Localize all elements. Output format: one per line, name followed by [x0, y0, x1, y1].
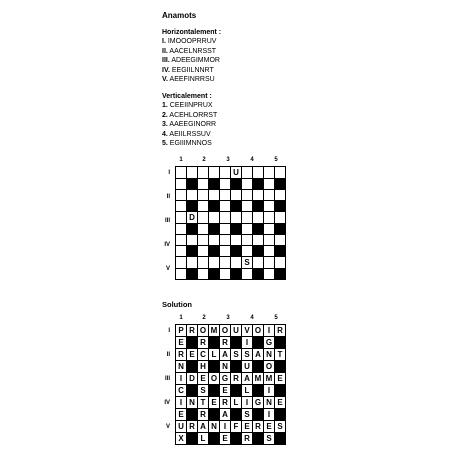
solution-cell: R — [187, 325, 198, 337]
column-number: 5 — [274, 315, 278, 321]
black-square — [231, 433, 242, 445]
solution-cell: R — [198, 409, 209, 421]
puzzle-cell[interactable] — [264, 212, 275, 224]
horizontal-clue: III. ADEEGIMMOR — [162, 57, 220, 65]
horizontal-clue: IV. EEGIILNNRT — [162, 66, 214, 74]
solution-cell: A — [242, 373, 253, 385]
puzzle-cell[interactable] — [176, 246, 187, 257]
solution-cell: I — [264, 409, 275, 421]
vertical-clue: 1. CEEIINPRUX — [162, 102, 213, 110]
solution-cell: E — [198, 373, 209, 385]
black-square — [187, 385, 198, 397]
black-square — [231, 179, 242, 190]
puzzle-cell[interactable] — [209, 235, 220, 246]
puzzle-cell[interactable] — [220, 246, 231, 257]
solution-cell: N — [176, 361, 187, 373]
column-number: 3 — [226, 315, 230, 321]
solution-cell: E — [187, 349, 198, 361]
puzzle-cell[interactable] — [209, 167, 220, 179]
solution-cell: L — [231, 397, 242, 409]
puzzle-cell[interactable] — [198, 257, 209, 269]
black-square — [231, 409, 242, 421]
puzzle-cell[interactable] — [242, 246, 253, 257]
puzzle-cell[interactable]: U — [231, 167, 242, 179]
row-number: I — [168, 170, 170, 176]
solution-cell: N — [264, 349, 275, 361]
solution-cell: X — [176, 433, 187, 445]
puzzle-cell[interactable]: D — [187, 212, 198, 224]
puzzle-cell[interactable] — [220, 212, 231, 224]
black-square — [187, 224, 198, 235]
horizontal-heading: Horizontalement : — [162, 29, 222, 36]
vertical-clues — [162, 92, 217, 148]
puzzle-cell-row — [176, 167, 286, 179]
puzzle-cell[interactable] — [264, 224, 275, 235]
puzzle-cell[interactable] — [198, 190, 209, 201]
puzzle-title: Anamots — [162, 11, 197, 20]
solution-cell: N — [209, 421, 220, 433]
black-square — [253, 385, 264, 397]
black-square — [231, 269, 242, 280]
solution-cell: L — [209, 349, 220, 361]
puzzle-cell-row — [176, 179, 286, 190]
black-square — [253, 361, 264, 373]
black-square — [187, 269, 198, 280]
solution-cell: S — [275, 421, 286, 433]
vertical-clue: 2. ACEHLORRST — [162, 111, 218, 119]
solution-cell: O — [253, 325, 264, 337]
solution-cell: E — [220, 433, 231, 445]
column-number: 5 — [274, 157, 278, 163]
solution-cell: U — [242, 361, 253, 373]
puzzle-cell[interactable] — [264, 190, 275, 201]
puzzle-cell[interactable] — [176, 167, 187, 179]
solution-cell-row — [176, 349, 286, 361]
solution-cell: C — [176, 385, 187, 397]
puzzle-cell[interactable] — [253, 235, 264, 246]
solution-cell: U — [176, 421, 187, 433]
solution-cell: E — [242, 421, 253, 433]
row-number: IV — [164, 242, 170, 248]
solution-cell: G — [253, 397, 264, 409]
solution-cell: I — [176, 397, 187, 409]
puzzle-cell[interactable] — [264, 179, 275, 190]
solution-cell: O — [198, 325, 209, 337]
puzzle-cell-row — [176, 257, 286, 269]
puzzle-cell[interactable] — [220, 167, 231, 179]
solution-cell: E — [176, 337, 187, 349]
puzzle-cell[interactable] — [264, 257, 275, 269]
row-number: III — [164, 376, 170, 382]
solution-cell: R — [187, 421, 198, 433]
solution-cell: A — [253, 349, 264, 361]
solution-cell: S — [198, 385, 209, 397]
solution-cell-row — [176, 421, 286, 433]
solution-cell: R — [275, 325, 286, 337]
puzzle-cell[interactable] — [275, 235, 286, 246]
black-square — [209, 201, 220, 212]
puzzle-cell[interactable] — [187, 257, 198, 269]
black-square — [231, 385, 242, 397]
solution-cell: S — [242, 349, 253, 361]
black-square — [253, 337, 264, 349]
solution-cell: E — [176, 409, 187, 421]
black-square — [253, 246, 264, 257]
black-square — [209, 337, 220, 349]
solution-cell: O — [220, 325, 231, 337]
black-square — [275, 361, 286, 373]
black-square — [275, 269, 286, 280]
row-number: IV — [164, 400, 170, 406]
puzzle-cell[interactable] — [187, 190, 198, 201]
puzzle-cell[interactable] — [220, 190, 231, 201]
solution-cell: A — [220, 409, 231, 421]
solution-cell-row — [176, 325, 286, 337]
puzzle-cell-row — [176, 235, 286, 246]
solution-cell: S — [264, 433, 275, 445]
solution-cell: E — [264, 421, 275, 433]
solution-cell: A — [198, 421, 209, 433]
solution-cell-row — [176, 397, 286, 409]
solution-cell: O — [209, 373, 220, 385]
vertical-clue: 4. AEIILRSSUV — [162, 130, 211, 138]
puzzle-cell[interactable] — [242, 190, 253, 201]
black-square — [253, 179, 264, 190]
puzzle-cell[interactable] — [198, 212, 209, 224]
black-square — [253, 269, 264, 280]
puzzle-cell-row — [176, 224, 286, 235]
solution-grid — [175, 324, 286, 445]
puzzle-cell[interactable] — [176, 235, 187, 246]
puzzle-cell[interactable] — [264, 269, 275, 280]
black-square — [187, 201, 198, 212]
puzzle-cell[interactable] — [220, 235, 231, 246]
puzzle-cell[interactable] — [198, 167, 209, 179]
puzzle-cell[interactable] — [176, 224, 187, 235]
vertical-heading: Verticalement : — [162, 93, 212, 100]
puzzle-cell[interactable] — [198, 179, 209, 190]
puzzle-cell-row — [176, 212, 286, 224]
puzzle-cell[interactable] — [220, 257, 231, 269]
solution-cell: M — [264, 373, 275, 385]
puzzle-cell[interactable] — [231, 257, 242, 269]
horizontal-clue: II. AACELNRSST — [162, 47, 217, 55]
puzzle-cell[interactable] — [264, 201, 275, 212]
puzzle-cell[interactable] — [275, 212, 286, 224]
puzzle-cell[interactable] — [176, 190, 187, 201]
puzzle-cell-row — [176, 201, 286, 212]
column-number: 2 — [202, 157, 206, 163]
black-square — [275, 385, 286, 397]
puzzle-cell[interactable] — [198, 224, 209, 235]
puzzle-cell[interactable] — [176, 201, 187, 212]
puzzle-cell[interactable] — [209, 212, 220, 224]
solution-cell: D — [187, 373, 198, 385]
solution-cell: U — [231, 325, 242, 337]
puzzle-cell[interactable] — [198, 269, 209, 280]
puzzle-cell[interactable] — [198, 235, 209, 246]
black-square — [231, 361, 242, 373]
puzzle-cell-row — [176, 269, 286, 280]
puzzle-cell[interactable] — [253, 190, 264, 201]
puzzle-cell[interactable] — [242, 167, 253, 179]
row-number: III — [164, 218, 170, 224]
solution-cell: C — [198, 349, 209, 361]
solution-cell: M — [253, 373, 264, 385]
black-square — [187, 179, 198, 190]
solution-cell: P — [176, 325, 187, 337]
black-square — [275, 246, 286, 257]
solution-cell: T — [275, 349, 286, 361]
black-square — [275, 337, 286, 349]
black-square — [209, 224, 220, 235]
black-square — [209, 361, 220, 373]
black-square — [187, 337, 198, 349]
solution-cell: H — [198, 361, 209, 373]
solution-cell: R — [231, 373, 242, 385]
solution-cell: F — [231, 421, 242, 433]
black-square — [187, 409, 198, 421]
solution-title: Solution — [162, 300, 192, 309]
puzzle-cell[interactable] — [187, 235, 198, 246]
black-square — [187, 361, 198, 373]
vertical-clue: 3. AAEEGINORR — [162, 121, 217, 129]
puzzle-cell[interactable] — [176, 179, 187, 190]
solution-cell: I — [242, 397, 253, 409]
black-square — [275, 201, 286, 212]
puzzle-cell[interactable] — [220, 201, 231, 212]
puzzle-cell[interactable] — [209, 190, 220, 201]
puzzle-cell[interactable] — [242, 235, 253, 246]
black-square — [275, 224, 286, 235]
solution-cell: G — [220, 373, 231, 385]
puzzle-cell[interactable] — [242, 224, 253, 235]
solution-cell: L — [198, 433, 209, 445]
solution-cell: R — [198, 337, 209, 349]
solution-cell: R — [242, 433, 253, 445]
puzzle-cell[interactable] — [176, 212, 187, 224]
black-square — [231, 246, 242, 257]
column-number: 4 — [250, 157, 254, 163]
solution-cell: O — [264, 361, 275, 373]
solution-cell: R — [220, 337, 231, 349]
solution-cell: L — [242, 385, 253, 397]
black-square — [209, 179, 220, 190]
black-square — [253, 409, 264, 421]
column-number: 1 — [179, 315, 183, 321]
puzzle-cell[interactable] — [264, 235, 275, 246]
puzzle-cell-row — [176, 246, 286, 257]
row-number: V — [165, 266, 170, 272]
puzzle-cell[interactable]: S — [242, 257, 253, 269]
row-number: II — [166, 194, 170, 200]
puzzle-cell[interactable] — [242, 179, 253, 190]
black-square — [209, 385, 220, 397]
puzzle-cell-row — [176, 190, 286, 201]
puzzle-cell[interactable] — [198, 201, 209, 212]
horizontal-clue: V. AEEFINRRSU — [162, 76, 215, 84]
puzzle-cell[interactable] — [220, 269, 231, 280]
horizontal-clues — [162, 28, 221, 84]
black-square — [253, 433, 264, 445]
black-square — [209, 409, 220, 421]
solution-cell: E — [220, 385, 231, 397]
puzzle-grid — [175, 166, 286, 280]
solution-cell: E — [209, 397, 220, 409]
puzzle-cell[interactable] — [242, 212, 253, 224]
solution-cell: N — [220, 361, 231, 373]
black-square — [253, 224, 264, 235]
solution-cell: N — [264, 397, 275, 409]
black-square — [231, 201, 242, 212]
solution-cell: E — [275, 397, 286, 409]
column-number: 4 — [250, 315, 254, 321]
puzzle-cell[interactable] — [231, 235, 242, 246]
solution-cell: R — [176, 349, 187, 361]
solution-cell-row — [176, 433, 286, 445]
solution-cell: I — [242, 337, 253, 349]
puzzle-cell[interactable] — [275, 190, 286, 201]
solution-cell: I — [220, 421, 231, 433]
puzzle-cell[interactable] — [264, 167, 275, 179]
solution-cell: I — [264, 385, 275, 397]
puzzle-cell[interactable] — [253, 212, 264, 224]
black-square — [231, 224, 242, 235]
puzzle-cell[interactable] — [264, 246, 275, 257]
puzzle-cell[interactable] — [209, 257, 220, 269]
puzzle-cell[interactable] — [176, 257, 187, 269]
column-number: 1 — [179, 157, 183, 163]
black-square — [187, 433, 198, 445]
solution-cell: M — [209, 325, 220, 337]
black-square — [209, 269, 220, 280]
black-square — [231, 337, 242, 349]
solution-cell: N — [187, 397, 198, 409]
puzzle-cell[interactable] — [242, 269, 253, 280]
puzzle-cell[interactable] — [275, 257, 286, 269]
puzzle-cell[interactable] — [253, 257, 264, 269]
puzzle-cell[interactable] — [242, 201, 253, 212]
solution-cell-row — [176, 409, 286, 421]
horizontal-clue: I. IMOOOPRRUV — [162, 38, 217, 46]
solution-cell: I — [176, 373, 187, 385]
solution-cell: S — [242, 409, 253, 421]
puzzle-cell[interactable] — [275, 167, 286, 179]
solution-cell: R — [220, 397, 231, 409]
black-square — [253, 201, 264, 212]
solution-cell: S — [231, 349, 242, 361]
puzzle-cell[interactable] — [220, 224, 231, 235]
solution-cell: G — [264, 337, 275, 349]
solution-cell: E — [275, 373, 286, 385]
solution-cell: I — [264, 325, 275, 337]
black-square — [275, 409, 286, 421]
column-number: 3 — [226, 157, 230, 163]
row-number: V — [165, 424, 170, 430]
row-number: II — [166, 352, 170, 358]
solution-cell: T — [198, 397, 209, 409]
puzzle-cell[interactable] — [198, 246, 209, 257]
puzzle-cell[interactable] — [187, 167, 198, 179]
puzzle-cell[interactable] — [231, 212, 242, 224]
solution-cell-row — [176, 373, 286, 385]
puzzle-cell[interactable] — [176, 269, 187, 280]
solution-cell-row — [176, 337, 286, 349]
black-square — [275, 179, 286, 190]
puzzle-cell[interactable] — [220, 179, 231, 190]
black-square — [187, 246, 198, 257]
solution-cell-row — [176, 361, 286, 373]
puzzle-cell[interactable] — [231, 190, 242, 201]
black-square — [275, 433, 286, 445]
column-number: 2 — [202, 315, 206, 321]
black-square — [209, 246, 220, 257]
solution-cell: R — [253, 421, 264, 433]
puzzle-cell[interactable] — [253, 167, 264, 179]
solution-cell-row — [176, 385, 286, 397]
solution-cell: V — [242, 325, 253, 337]
row-number: I — [168, 328, 170, 334]
black-square — [209, 433, 220, 445]
vertical-clue: 5. EGIIIMNNOS — [162, 140, 212, 148]
solution-cell: A — [220, 349, 231, 361]
